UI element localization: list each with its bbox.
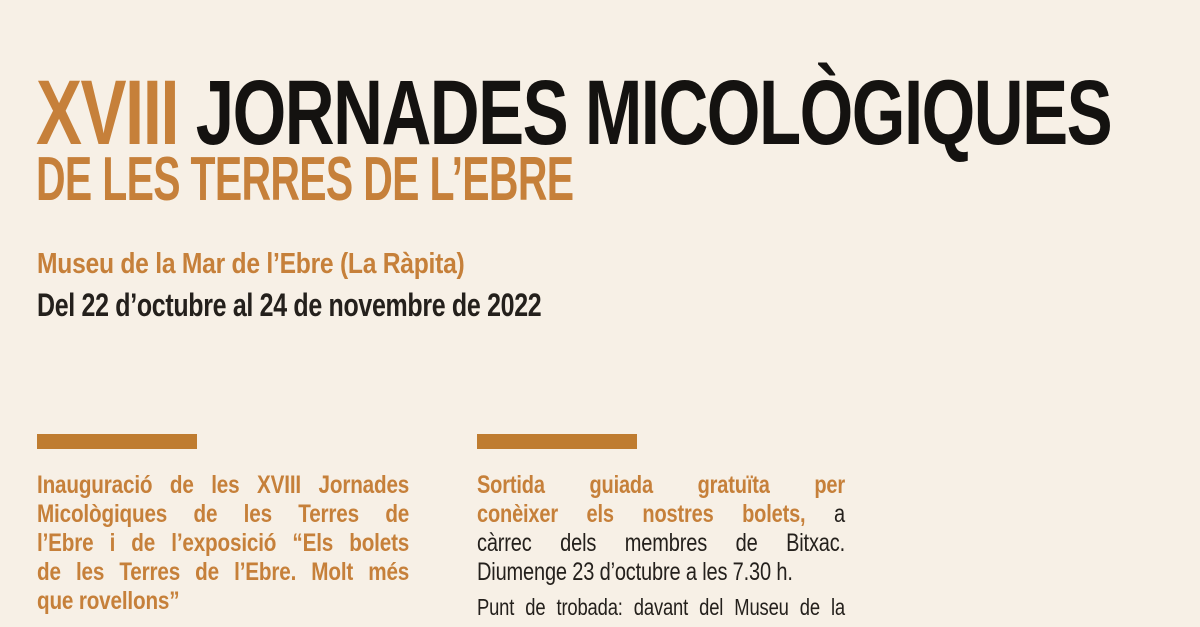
text-part: Diumenge 23 d’octubre a les 7.30 h. xyxy=(477,558,793,586)
text-line xyxy=(477,471,845,500)
poster-subtitle: DE LES TERRES DE L’EBRE xyxy=(36,145,574,214)
event-item-inauguration xyxy=(37,434,487,616)
text-line xyxy=(477,558,845,587)
venue-line: Museu de la Mar de l’Ebre (La Ràpita) xyxy=(37,248,465,280)
text-part: Sortida guiada gratuïta per xyxy=(477,471,845,499)
event-item-guided-walk xyxy=(477,434,937,622)
meeting-point-text: Punt de trobada: davant del Museu de la xyxy=(477,594,845,620)
text-line: l’Ebre i de l’exposició “Els bolets xyxy=(37,529,410,557)
text-line: que rovellons” xyxy=(37,587,180,615)
guided-walk-textwrap xyxy=(477,471,845,622)
title-main-text: JORNADES MICOLÒGIQUES xyxy=(195,62,1112,164)
title-edition-numeral: XVIII xyxy=(36,62,179,164)
guided-walk-text xyxy=(477,471,845,587)
text-part: càrrec dels membres de Bitxac. xyxy=(477,529,845,557)
text-line xyxy=(477,500,845,529)
text-line xyxy=(477,529,845,558)
inauguration-textwrap xyxy=(37,471,409,616)
dates-line: Del 22 d’octubre al 24 de novembre de 2022 xyxy=(37,287,542,323)
accent-bar-right xyxy=(477,434,637,449)
text-line: de les Terres de l’Ebre. Molt més xyxy=(37,558,410,586)
text-part: a xyxy=(834,500,845,528)
text-part: conèixer els nostres bolets, xyxy=(477,500,806,528)
text-line: Micològiques de les Terres de xyxy=(37,500,410,528)
inauguration-text xyxy=(37,471,409,616)
text-line: Inauguració de les XVIII Jornades xyxy=(37,471,410,499)
accent-bar-left xyxy=(37,434,197,449)
